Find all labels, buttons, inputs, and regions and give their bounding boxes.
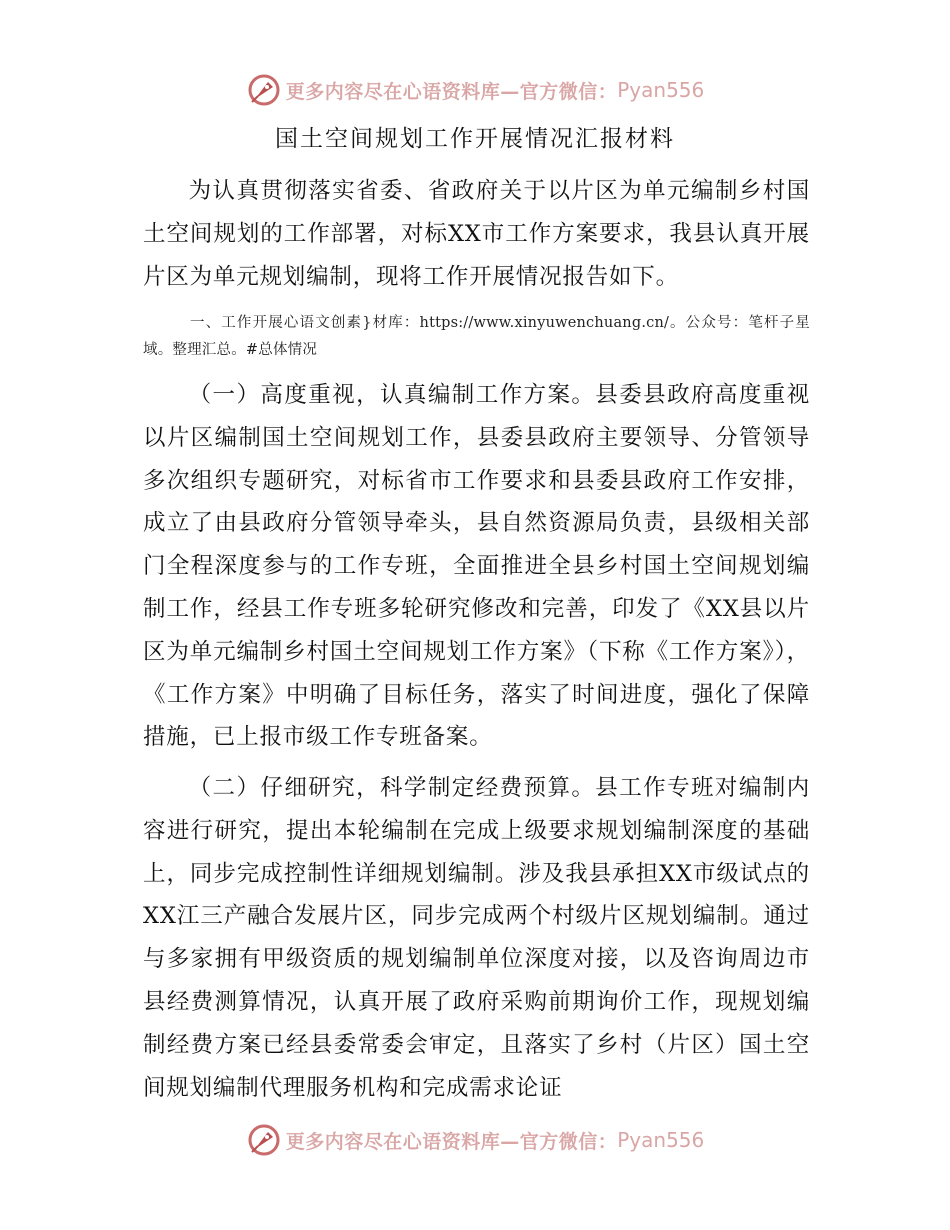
document-title: 国土空间规划工作开展情况汇报材料 [275,126,675,152]
pen-nib-circle-icon [246,72,282,108]
intro-text: 为认真贯彻落实省委、省政府关于以片区为单元编制乡村国土空间规划的工作部署，对标XX市工作方案要求，我县认真开展片区为单元规划编制，现将工作开展情况报告如下。 [143,178,810,290]
header-banner [0,68,950,112]
section-heading-text: 一、工作开展心语文创素}材库：https://www.xinyuwenchuang.cn/。公众号：笔杆子星域。整理汇总。#总体情况 [143,315,810,358]
banner-text: 更多内容尽在心语资料库—官方微信： [285,80,618,103]
banner-text: 更多内容尽在心语资料库—官方微信： [285,1130,618,1153]
paragraph-2 [143,767,810,1109]
section-heading [143,310,810,364]
footer-banner [0,1118,950,1162]
paragraph-2-text: （二）仔细研究，科学制定经费预算。县工作专班对编制内容进行研究，提出本轮编制在完成上级要求规划编制深度的基础上，同步完成控制性详细规划编制。涉及我县承担XX市级试点的XX江三产融合发展片区，同步完成两个村级片区规划编制。通过与多家拥有甲级资质的规划编制单位深度对接，以及咨询周边市县经费测算情况，认真开展了政府采购前期询价工作，现规划编制经费方案已经县委常委会审定，且落实了乡村（片区）国土空间规划编制代理服务机构和完成需求论证 [143,775,810,1101]
banner-wechat-id: Pyan556 [617,1128,705,1152]
paragraph-1-text: （一）高度重视，认真编制工作方案。县委县政府高度重视以片区编制国土空间规划工作，县委县政府主要领导、分管领导多次组织专题研究，对标省市工作要求和县委县政府工作安排，成立了由县政府分管领导牵头，县自然资源局负责，县级相关部门全程深度参与的工作专班，全面推进全县乡村国土空间规划编制工作，经县工作专班多轮研究修改和完善，印发了《XX县以片区为单元编制乡村国土空间规划工作方案》（下称《工作方案》），《工作方案》中明确了目标任务，落实了时间进度，强化了保障措施，已上报市级工作专班备案。 [143,382,810,751]
paragraph-1 [143,374,810,759]
banner-wechat-id: Pyan556 [617,78,705,102]
intro-paragraph [143,170,810,298]
pen-nib-circle-icon [246,1122,282,1158]
